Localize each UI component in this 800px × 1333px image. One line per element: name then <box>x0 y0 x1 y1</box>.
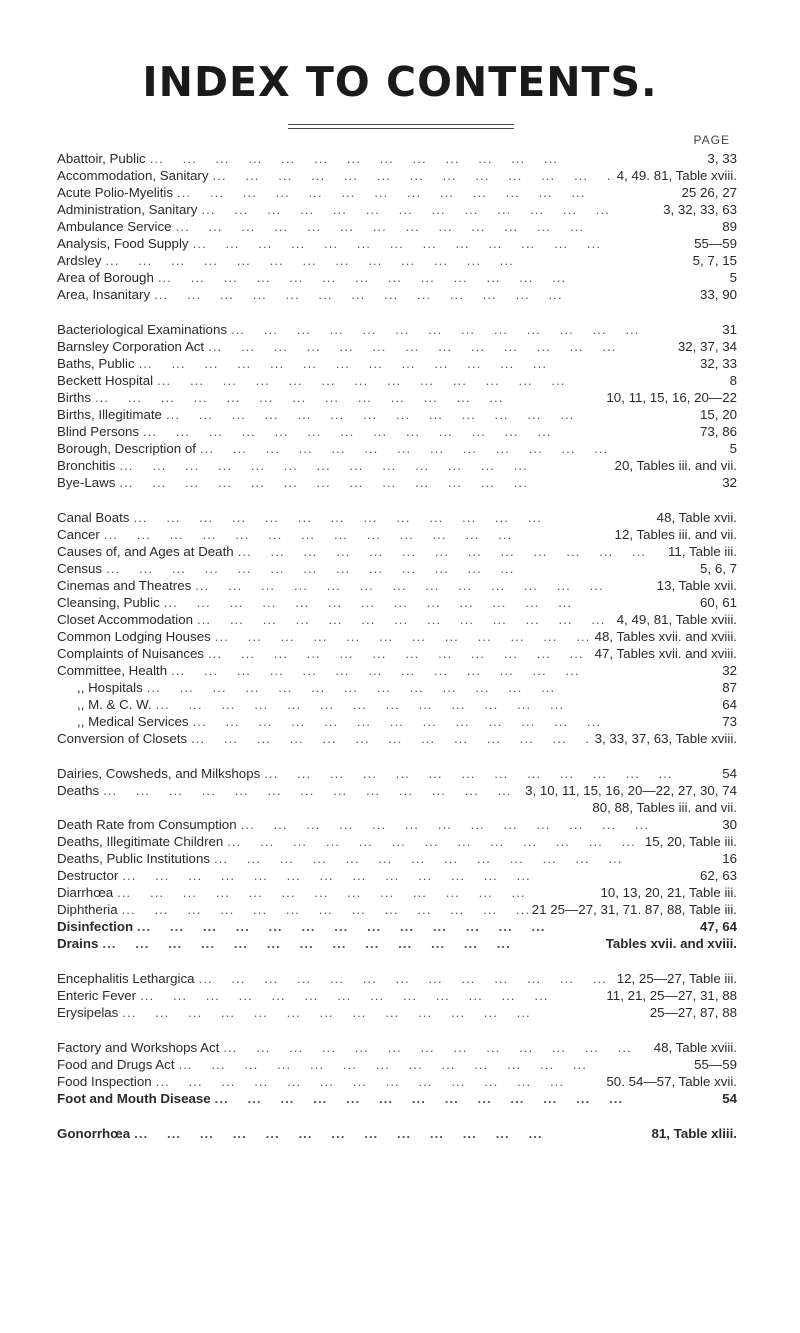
index-entry <box>57 167 737 184</box>
leader-dots <box>137 918 696 935</box>
index-entry <box>57 696 737 713</box>
entry-label: Conversion of Closets <box>57 731 188 746</box>
index-group <box>57 765 737 952</box>
entry-page-ref: 31 <box>722 322 737 337</box>
entry-label: ,, M. & C. W. <box>77 697 152 712</box>
index-entry <box>57 252 737 269</box>
index-entry <box>57 235 737 252</box>
leader-dots <box>103 782 521 799</box>
entry-label: Census <box>57 561 103 576</box>
entry-label: Death Rate from Consumption <box>57 817 237 832</box>
leader-dots <box>119 474 718 491</box>
entry-page-ref: 32, 37, 34 <box>677 339 737 354</box>
leader-dots <box>95 389 602 406</box>
entry-label: Food and Drugs Act <box>57 1057 175 1072</box>
entry-page-ref: 3, 32, 33, 63 <box>663 202 737 217</box>
entry-label: Cinemas and Theatres <box>57 578 192 593</box>
entry-page-ref: 20, Tables iii. and vii. <box>614 458 737 473</box>
index-entry <box>57 594 737 611</box>
entry-page-ref: 15, 20 <box>700 407 737 422</box>
leader-dots <box>200 440 726 457</box>
entry-page-ref: 12, 25—27, Table iii. <box>616 971 737 986</box>
title-rule-top <box>288 124 514 125</box>
entry-label: Bacteriological Examinations <box>57 322 227 337</box>
index-entry <box>57 526 737 543</box>
leader-dots <box>122 867 696 884</box>
entry-page-ref: 87 <box>722 680 737 695</box>
leader-dots <box>208 645 591 662</box>
entry-page-ref: 60, 61 <box>700 595 737 610</box>
entry-label: Bronchitis <box>57 458 116 473</box>
index-entry <box>57 901 737 918</box>
leader-dots <box>176 218 719 235</box>
index-entry <box>57 509 737 526</box>
leader-dots <box>134 1125 647 1142</box>
leader-dots <box>264 765 718 782</box>
entry-page-ref: 32, 33 <box>700 356 737 371</box>
entry-page-ref: 4, 49. 81, Table xviii. <box>616 168 737 183</box>
entry-label: Drains <box>57 936 99 951</box>
entry-page-ref: Tables xvii. and xviii. <box>605 936 737 951</box>
entry-label: Deaths <box>57 783 100 798</box>
index-entry <box>57 662 737 679</box>
leader-dots <box>117 884 596 901</box>
entry-label: Area, Insanitary <box>57 287 151 302</box>
index-group <box>57 1039 737 1107</box>
leader-dots <box>156 696 719 713</box>
leader-dots <box>105 252 688 269</box>
entry-page-ref: 73 <box>722 714 737 729</box>
entry-page-ref: 48, Table xvii. <box>656 510 737 525</box>
leader-dots <box>223 1039 649 1056</box>
entry-page-ref: 21 25—27, 31, 71. 87, 88, Table iii. <box>531 902 737 917</box>
entry-label: Factory and Workshops Act <box>57 1040 220 1055</box>
leader-dots <box>104 526 611 543</box>
entry-label: Erysipelas <box>57 1005 119 1020</box>
entry-label: Barnsley Corporation Act <box>57 339 205 354</box>
entry-page-ref: 5 <box>729 270 737 285</box>
entry-page-ref: 54 <box>722 1091 737 1106</box>
entry-label: Enteric Fever <box>57 988 137 1003</box>
index-entry <box>57 372 737 389</box>
entry-page-ref: 25 26, 27 <box>681 185 737 200</box>
entry-page-ref: 47, Tables xvii. and xviii. <box>594 646 737 661</box>
entry-label: Complaints of Nuisances <box>57 646 205 661</box>
index-entry <box>57 321 737 338</box>
entry-page-ref: 73, 86 <box>700 424 737 439</box>
entry-page-ref: 8 <box>729 373 737 388</box>
entry-page-ref: 5, 7, 15 <box>692 253 737 268</box>
entry-label: Births, Illegitimate <box>57 407 162 422</box>
index-entry <box>57 286 737 303</box>
leader-dots <box>171 662 718 679</box>
entry-label: Abattoir, Public <box>57 151 146 166</box>
entry-page-ref: 13, Table xvii. <box>656 578 737 593</box>
entry-page-ref: 3, 33 <box>707 151 737 166</box>
index-entry <box>57 645 737 662</box>
index-entry <box>57 338 737 355</box>
index-entry <box>57 440 737 457</box>
entry-page-ref: 55—59 <box>694 1057 737 1072</box>
entry-label: Administration, Sanitary <box>57 202 198 217</box>
entry-label: Closet Accommodation <box>57 612 193 627</box>
index-entry <box>57 560 737 577</box>
entry-page-ref: 32 <box>722 475 737 490</box>
entry-page-ref: 54 <box>722 766 737 781</box>
leader-dots <box>197 611 613 628</box>
entry-page-ref: 10, 11, 15, 16, 20—22 <box>606 390 737 405</box>
leader-dots <box>164 594 696 611</box>
leader-dots <box>119 457 610 474</box>
entry-page-ref: 81, Table xliii. <box>651 1126 737 1141</box>
leader-dots <box>157 372 726 389</box>
index-entry <box>57 1125 737 1142</box>
entry-label: Common Lodging Houses <box>57 629 211 644</box>
leader-dots <box>150 150 704 167</box>
entry-label: Diphtheria <box>57 902 118 917</box>
leader-dots <box>166 406 696 423</box>
index-entry <box>57 935 737 952</box>
leader-dots <box>241 816 719 833</box>
entry-label: Accommodation, Sanitary <box>57 168 209 183</box>
leader-dots <box>102 935 601 952</box>
entry-label: Causes of, and Ages at Death <box>57 544 234 559</box>
entry-page-ref: 48, Table xviii. <box>653 1040 737 1055</box>
leader-dots <box>195 577 652 594</box>
entry-label: Food Inspection <box>57 1074 152 1089</box>
entry-label: Analysis, Food Supply <box>57 236 189 251</box>
entry-label: Births <box>57 390 91 405</box>
entry-page-ref: 11, Table iii. <box>668 544 737 559</box>
index-entry <box>57 218 737 235</box>
entry-page-ref: 4, 49, 81, Table xviii. <box>616 612 737 627</box>
entry-page-ref: 89 <box>722 219 737 234</box>
leader-dots <box>122 901 528 918</box>
leader-dots <box>199 970 613 987</box>
entry-page-ref: 50. 54—57, Table xvii. <box>606 1074 737 1089</box>
entry-page-ref: 16 <box>722 851 737 866</box>
entry-label: Blind Persons <box>57 424 140 439</box>
index-entry <box>57 1073 737 1090</box>
entry-label: Cancer <box>57 527 100 542</box>
index-entry <box>57 782 737 799</box>
entry-label: ,, Hospitals <box>77 680 143 695</box>
leader-dots <box>156 1073 603 1090</box>
leader-dots <box>227 833 641 850</box>
index-entry <box>57 577 737 594</box>
index-entry <box>57 713 737 730</box>
entry-page-ref: 15, 20, Table iii. <box>644 834 737 849</box>
index-entry <box>57 679 737 696</box>
index-entry <box>57 423 737 440</box>
entry-label: Canal Boats <box>57 510 130 525</box>
index-entry <box>57 850 737 867</box>
entry-page-ref: 25—27, 87, 88 <box>649 1005 737 1020</box>
entry-page-ref: 62, 63 <box>700 868 737 883</box>
index-entry <box>57 833 737 850</box>
entry-label: Foot and Mouth Disease <box>57 1091 211 1106</box>
leader-dots <box>143 423 696 440</box>
index-entry <box>57 457 737 474</box>
index-entry <box>57 1056 737 1073</box>
index-group <box>57 509 737 747</box>
page-title: INDEX TO CONTENTS. <box>142 58 658 106</box>
entry-label: Deaths, Public Institutions <box>57 851 210 866</box>
entry-page-ref: 11, 21, 25—27, 31, 88 <box>606 988 737 1003</box>
index-entry <box>57 799 737 816</box>
entry-page-ref: 12, Tables iii. and vii. <box>614 527 737 542</box>
leader-dots <box>191 730 591 747</box>
entry-label: Borough, Description of <box>57 441 196 456</box>
entry-page-ref: 64 <box>722 697 737 712</box>
entry-label: Encephalitis Lethargica <box>57 971 195 986</box>
index-entry <box>57 201 737 218</box>
entry-label: Dairies, Cowsheds, and Milkshops <box>57 766 261 781</box>
index-entry <box>57 918 737 935</box>
entry-label: Gonorrhœa <box>57 1126 131 1141</box>
entry-label: Deaths, Illegitimate Children <box>57 834 224 849</box>
index-group <box>57 150 737 303</box>
entry-page-ref: 10, 13, 20, 21, Table iii. <box>600 885 737 900</box>
entry-page-ref: 3, 33, 37, 63, Table xviii. <box>594 731 737 746</box>
leader-dots <box>122 1004 645 1021</box>
leader-dots <box>213 167 613 184</box>
index-entry <box>57 611 737 628</box>
index-entry <box>57 730 737 747</box>
entry-label: Acute Polio-Myelitis <box>57 185 174 200</box>
leader-dots <box>106 560 696 577</box>
entry-label: Ardsley <box>57 253 102 268</box>
leader-dots <box>193 713 719 730</box>
entry-label: Area of Borough <box>57 270 154 285</box>
entry-label: Committee, Health <box>57 663 168 678</box>
entry-label: Bye-Laws <box>57 475 116 490</box>
leader-dots <box>179 1056 691 1073</box>
index-entry <box>57 1004 737 1021</box>
index-group <box>57 321 737 491</box>
leader-dots <box>133 509 652 526</box>
page-column-heading: PAGE <box>693 133 730 147</box>
index-group <box>57 1125 737 1142</box>
leader-dots <box>154 286 696 303</box>
index-entry <box>57 474 737 491</box>
index-entry <box>57 628 737 645</box>
leader-dots <box>201 201 659 218</box>
leader-dots <box>231 321 718 338</box>
index-entry <box>57 816 737 833</box>
entry-label: Destructor <box>57 868 119 883</box>
index-entry <box>57 884 737 901</box>
entry-label: Ambulance Service <box>57 219 172 234</box>
index-entry <box>57 543 737 560</box>
index-entry <box>57 1090 737 1107</box>
entry-page-ref: 3, 10, 11, 15, 16, 20—22, 27, 30, 74 <box>525 783 737 798</box>
leader-dots <box>238 543 664 560</box>
entry-page-ref: 30 <box>722 817 737 832</box>
index-entry <box>57 389 737 406</box>
index-entry <box>57 150 737 167</box>
leader-dots <box>177 184 678 201</box>
leader-dots <box>193 235 691 252</box>
entry-label: Diarrhœa <box>57 885 114 900</box>
index-entry <box>57 867 737 884</box>
title-rule-bottom <box>288 128 514 129</box>
entry-label: Cleansing, Public <box>57 595 160 610</box>
leader-dots <box>215 1090 719 1107</box>
entry-page-ref: 80, 88, Tables iii. and vii. <box>592 800 737 815</box>
index-entry <box>57 765 737 782</box>
index-entry <box>57 970 737 987</box>
entry-page-ref: 5, 6, 7 <box>700 561 737 576</box>
entry-label: Beckett Hospital <box>57 373 154 388</box>
index-entry <box>57 269 737 286</box>
index-list <box>57 150 737 1160</box>
index-group <box>57 970 737 1021</box>
leader-dots <box>140 987 602 1004</box>
leader-dots <box>158 269 726 286</box>
entry-label: Baths, Public <box>57 356 135 371</box>
entry-label: Disinfection <box>57 919 134 934</box>
entry-page-ref: 33, 90 <box>700 287 737 302</box>
entry-page-ref: 32 <box>722 663 737 678</box>
entry-label: ,, Medical Services <box>77 714 189 729</box>
leader-dots <box>215 628 591 645</box>
entry-page-ref: 47, 64 <box>700 919 737 934</box>
leader-dots <box>214 850 718 867</box>
entry-page-ref: 55—59 <box>694 236 737 251</box>
leader-dots <box>208 338 674 355</box>
leader-dots <box>147 679 718 696</box>
index-entry <box>57 1039 737 1056</box>
leader-dots <box>139 355 696 372</box>
index-entry <box>57 355 737 372</box>
index-entry <box>57 987 737 1004</box>
entry-page-ref: 48, Tables xvii. and xviii. <box>594 629 737 644</box>
index-entry <box>57 406 737 423</box>
entry-page-ref: 5 <box>729 441 737 456</box>
index-entry <box>57 184 737 201</box>
